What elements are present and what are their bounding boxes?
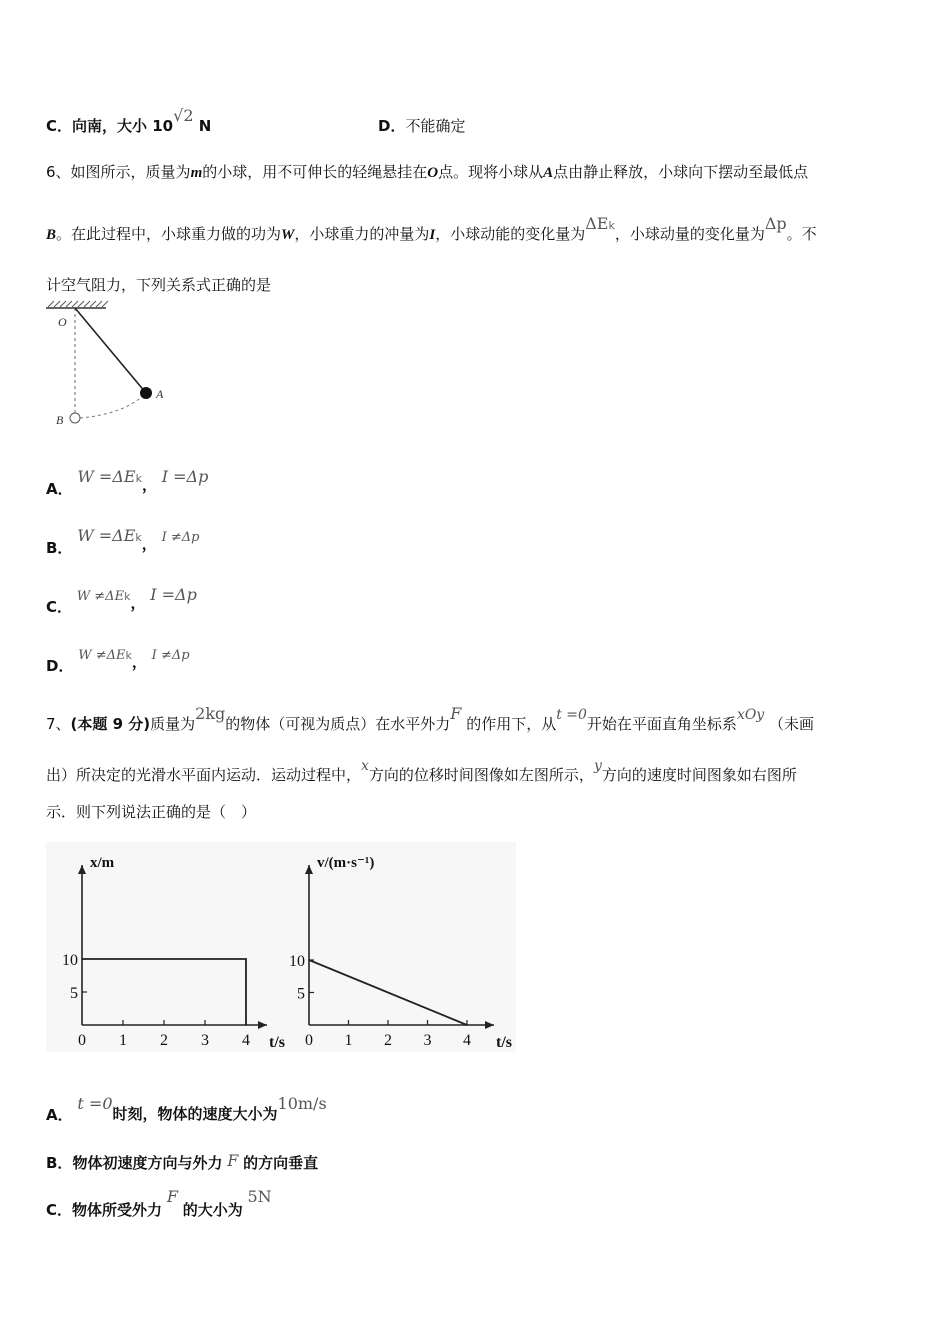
- symbol-f: F: [450, 704, 462, 723]
- q6-option-b[interactable]: [46, 525, 200, 557]
- option-c-unit: N: [198, 117, 212, 135]
- q6-line-3: [46, 274, 271, 295]
- y-tick-label: 5: [297, 985, 305, 1003]
- option-label: C．: [46, 1201, 73, 1219]
- pendulum-figure: [40, 300, 180, 435]
- x-tick-label: 2: [384, 1032, 392, 1049]
- option-c-row: [46, 106, 212, 136]
- option-label: B．: [46, 1154, 73, 1172]
- relation-w-ek: W =ΔE: [77, 526, 136, 545]
- data-point: [308, 959, 310, 961]
- x-tick-label: 3: [423, 1032, 432, 1049]
- comma: ，: [130, 594, 146, 612]
- q6-text: 。不: [786, 225, 817, 243]
- mass-value: 2kg: [195, 704, 226, 723]
- x-t-chart: [62, 855, 285, 1051]
- t-zero: t =0: [77, 1094, 113, 1113]
- arc-path: [80, 393, 146, 418]
- q6-option-d[interactable]: [46, 643, 190, 675]
- option-c-label: C．: [46, 117, 73, 135]
- delta-ek: ΔE: [585, 214, 609, 233]
- ball-position-b: [70, 413, 80, 423]
- q7-text: （未画: [769, 715, 815, 733]
- option-d-text: 不能确定: [405, 117, 466, 135]
- option-text: 物体初速度方向与外力: [72, 1154, 223, 1172]
- option-c-text: 向南，大小 10: [72, 117, 174, 135]
- option-d-label: D．: [378, 117, 406, 135]
- y-tick-label: 10: [289, 953, 305, 970]
- comma: ，: [141, 476, 157, 494]
- q6-text: 如图所示，质量为: [70, 163, 191, 181]
- label-o: O: [58, 315, 67, 329]
- x-tick-label: 4: [463, 1032, 471, 1049]
- label-a: A: [156, 387, 164, 401]
- x-axis-arrow: [485, 1021, 494, 1029]
- q6-option-c[interactable]: [46, 584, 197, 616]
- q7-text: 示．则下列说法正确的是（ ）: [46, 803, 257, 821]
- x-tick-label: 2: [160, 1032, 168, 1049]
- t-zero: t =0: [556, 707, 587, 723]
- q7-option-a[interactable]: [46, 1093, 327, 1124]
- symbol-i: I: [429, 227, 436, 243]
- q7-text: 质量为: [150, 715, 196, 733]
- force-value: 5N: [247, 1187, 272, 1206]
- relation-w-ek: W ≠ΔE: [78, 648, 126, 663]
- x-tick-label: 4: [242, 1032, 250, 1049]
- q6-number: 6、: [46, 163, 71, 181]
- y-tick-label: 5: [70, 985, 78, 1002]
- data-line: [309, 960, 467, 1025]
- q6-text: 的小球，用不可伸长的轻绳悬挂在: [202, 163, 428, 181]
- x-tick-label: 0: [305, 1032, 313, 1049]
- q6-text: ，小球动量的变化量为: [614, 225, 765, 243]
- delta-p: Δp: [764, 214, 787, 233]
- data-point: [245, 1024, 247, 1026]
- q7-text: 的作用下，从: [466, 715, 557, 733]
- symbol-f: F: [166, 1187, 178, 1206]
- relation-w-ek: W =ΔE: [77, 467, 136, 486]
- option-text: 物体所受外力: [72, 1201, 163, 1219]
- q7-line-2: [46, 758, 797, 785]
- q6-text: ，小球动能的变化量为: [435, 225, 586, 243]
- relation-i-p: I =Δp: [161, 467, 209, 486]
- subscript-k: k: [125, 649, 132, 662]
- label-b: B: [56, 413, 64, 427]
- y-axis-arrow: [78, 865, 86, 874]
- q7-text: 的物体（可视为质点）在水平外力: [225, 715, 451, 733]
- q7-text: 开始在平面直角坐标系: [586, 715, 737, 733]
- y-axis-label: v/(m·s⁻¹): [317, 855, 375, 871]
- option-text: 时刻，物体的速度大小为: [112, 1105, 278, 1123]
- option-text: 的方向垂直: [243, 1154, 319, 1172]
- option-label: A．: [46, 480, 73, 498]
- v-t-chart: [289, 855, 512, 1051]
- q6-text: 点由静止释放，小球向下摆动至最低点: [553, 163, 809, 181]
- ceiling-hatch: [48, 301, 108, 307]
- q7-text: 方向的位移时间图像如左图所示，: [368, 766, 594, 784]
- sqrt-two: √2: [173, 106, 194, 125]
- q7-line-1: [46, 704, 815, 734]
- option-text: 的大小为: [182, 1201, 243, 1219]
- q6-text: 计空气阻力，下列关系式正确的是: [46, 276, 272, 294]
- q7-line-3: [46, 801, 256, 822]
- option-label: C．: [46, 598, 73, 616]
- subscript-k: k: [135, 531, 142, 544]
- comma: ，: [141, 535, 157, 553]
- data-point: [245, 958, 247, 960]
- y-axis-arrow: [305, 865, 313, 874]
- relation-w-ek: W ≠ΔE: [76, 589, 125, 604]
- q7-number: 7、: [46, 715, 71, 733]
- q7-text: 方向的速度时间图象如右图所: [601, 766, 797, 784]
- symbol-y: y: [593, 758, 602, 774]
- xoy-system: xOy: [736, 707, 765, 723]
- q6-text: 点。现将小球从: [438, 163, 544, 181]
- ball-at-a: [140, 387, 152, 399]
- data-point: [81, 958, 83, 960]
- subscript-k: k: [124, 590, 131, 603]
- symbol-w: W: [281, 227, 295, 243]
- x-axis-arrow: [258, 1021, 267, 1029]
- q7-score: (本题 9 分): [70, 715, 151, 733]
- symbol-a: A: [543, 165, 554, 181]
- string-line: [75, 308, 146, 393]
- x-tick-label: 3: [201, 1032, 209, 1049]
- x-axis-label: t/s: [269, 1034, 285, 1051]
- q6-line-2: [46, 214, 817, 244]
- x-tick-label: 1: [344, 1032, 353, 1049]
- symbol-f: F: [227, 1151, 239, 1170]
- option-label: A．: [46, 1106, 73, 1124]
- q6-option-a[interactable]: [46, 466, 209, 498]
- comma: ，: [131, 653, 147, 671]
- relation-i-p: I =Δp: [150, 585, 197, 604]
- y-axis-label: x/m: [90, 855, 115, 871]
- symbol-b: B: [46, 227, 57, 243]
- q6-text: ，小球重力的冲量为: [294, 225, 430, 243]
- symbol-o: O: [427, 165, 439, 181]
- option-label: B．: [46, 539, 73, 557]
- option-label: D．: [46, 657, 74, 675]
- subscript-k: k: [135, 472, 142, 485]
- x-axis-label: t/s: [496, 1034, 512, 1051]
- data-point: [466, 1024, 468, 1026]
- q6-line-1: [46, 161, 808, 182]
- y-tick-label: 10: [62, 952, 78, 969]
- option-d-row: [378, 115, 465, 136]
- relation-i-p: I ≠Δp: [151, 648, 190, 663]
- q6-text: 。在此过程中，小球重力做的功为: [56, 225, 282, 243]
- symbol-m: m: [190, 165, 203, 181]
- q7-text: 出）所决定的光滑水平面内运动．运动过程中，: [46, 766, 362, 784]
- data-line: [82, 959, 246, 1025]
- speed-value: 10m/s: [277, 1094, 327, 1113]
- relation-i-p: I ≠Δp: [161, 530, 200, 545]
- q7-option-b[interactable]: [46, 1152, 318, 1173]
- q7-option-c[interactable]: [46, 1186, 272, 1219]
- x-tick-label: 1: [119, 1032, 127, 1049]
- x-tick-label: 0: [78, 1032, 86, 1049]
- delta-ek-sub: k: [608, 219, 615, 232]
- symbol-x: x: [361, 758, 369, 774]
- q7-graphs: [46, 842, 516, 1052]
